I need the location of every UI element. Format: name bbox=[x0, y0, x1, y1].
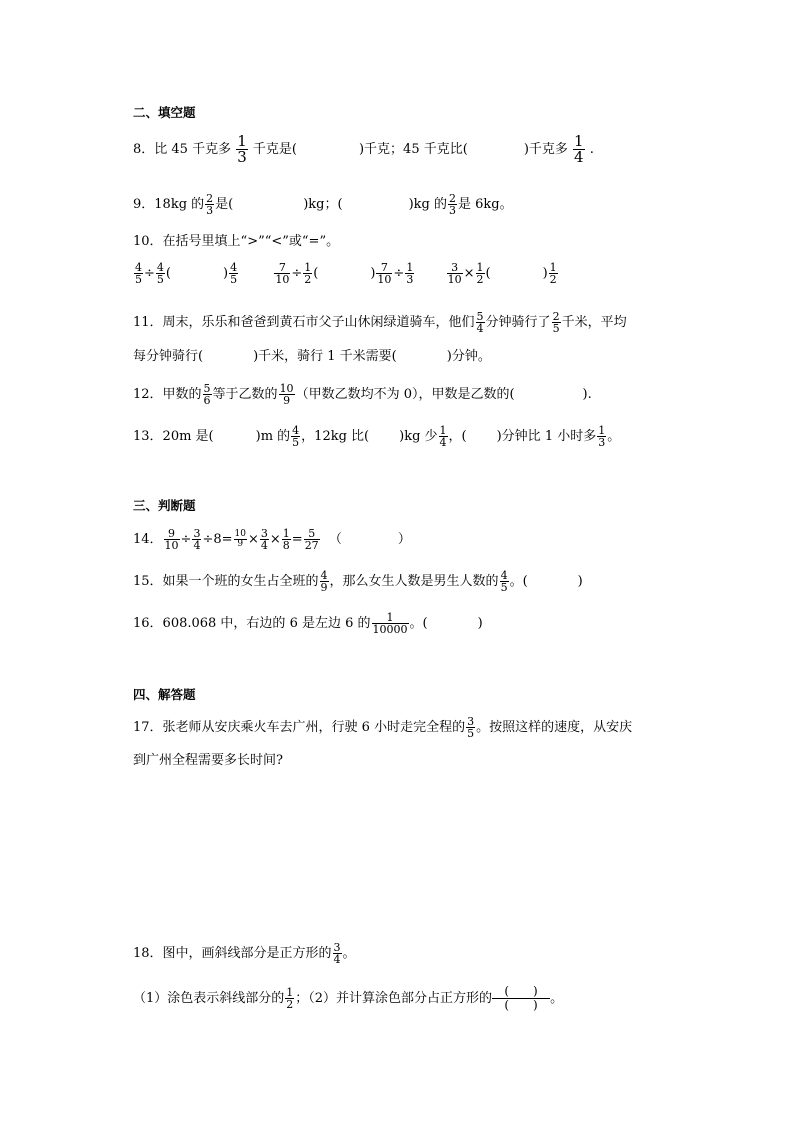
fraction: $\frac{1}{4}$ bbox=[439, 424, 447, 449]
question-17-line2: 到广州全程需要多长时间? bbox=[133, 753, 283, 768]
section-heading-judge: 三、判断题 bbox=[133, 498, 196, 513]
fraction: $\frac{4}{5}$ bbox=[292, 424, 300, 449]
answer-fraction-blank[interactable]: ( ) ( ) bbox=[492, 985, 550, 1012]
fraction: $\frac{2}{5}$ bbox=[552, 310, 560, 335]
question-16: 16．608.068 中，右边的 6 是左边 6 的 $\frac{1}{10000}$ 。( ) bbox=[133, 611, 483, 636]
fraction: $\frac{1}{3}$ bbox=[598, 424, 606, 449]
question-11: 11．周末，乐乐和爸爸到黄石市父子山休闲绿道骑车，他们 $\frac{5}{4}$ 分钟骑行了 $\frac{2}{5}$ 千米，平均 bbox=[133, 310, 627, 335]
question-17: 17．张老师从安庆乘火车去广州，行驶 6 小时走完全程的 $\frac{3}{5}$ 。按照这样的速度，从安庆 bbox=[133, 715, 633, 740]
expression-2: $\frac{7}{10}$ ÷ $\frac{1}{2}$ ( ) $\frac{7}{10}$ ÷ $\frac{1}{3}$ bbox=[275, 261, 414, 286]
fraction: $\frac{5}{4}$ bbox=[476, 310, 484, 335]
question-11-line2: 每分钟骑行( )千米，骑行 1 千米需要( )分钟。 bbox=[133, 349, 491, 364]
question-18: 18．图中，画斜线部分是正方形的 $\frac{3}{4}$ 。 bbox=[133, 941, 356, 966]
question-10-expressions bbox=[133, 262, 559, 285]
fraction: $\frac{1}{3}$ bbox=[237, 132, 247, 166]
fraction: $\frac{10}{9}$ bbox=[279, 382, 294, 407]
question-18-line2: （1）涂色表示斜线部分的 $\frac{1}{2}$ ；（2）并计算涂色部分占正方形的 ( ) ( ) 。 bbox=[133, 984, 564, 1013]
fraction: $\frac{2}{3}$ bbox=[206, 192, 214, 217]
question-9: 9．18kg 的 $\frac{2}{3}$ 是( )kg；( )kg 的 $\frac{2}{3}$ 是 6kg。 bbox=[133, 192, 513, 217]
section-heading-solve: 四、解答题 bbox=[133, 687, 196, 702]
fraction: $\frac{1}{4}$ bbox=[574, 132, 584, 166]
question-15: 15．如果一个班的女生占全班的 $\frac{4}{9}$ ，那么女生人数是男生人数的 $\frac{4}{5}$ 。( ) bbox=[133, 569, 583, 594]
question-8: 8．比 45 千克多 $\frac{1}{3}$ 千克是( )千克；45 千克比( )千克多 $\frac{1}{4}$ . bbox=[133, 132, 594, 166]
question-14: 14． $\frac{9}{10}$ ÷ $\frac{3}{4}$ ÷8= $\frac{10}{9}$ × $\frac{3}{4}$ × $\frac{1}{8}$ = $\frac{5}{27}$ （ ） bbox=[133, 527, 411, 552]
fraction: $\frac{5}{6}$ bbox=[203, 382, 211, 407]
question-12: 12．甲数的 $\frac{5}{6}$ 等于乙数的 $\frac{10}{9}$ （甲数乙数均不为 0），甲数是乙数的( ). bbox=[133, 382, 592, 407]
expression-1: $\frac{4}{5}$ ÷ $\frac{4}{5}$ ( ) $\frac{4}{5}$ bbox=[135, 261, 238, 286]
question-13: 13．20m 是( )m 的 $\frac{4}{5}$ ，12kg 比( )kg 少 $\frac{1}{4}$ ，( )分钟比 1 小时多 $\frac{1}{3}$ 。 bbox=[133, 424, 621, 449]
section-heading-fill: 二、填空题 bbox=[133, 105, 196, 120]
question-10: 10．在括号里填上“>”“<”或“=”。 bbox=[133, 234, 340, 249]
expression-3: $\frac{3}{10}$ × $\frac{1}{2}$ ( ) $\frac{1}{2}$ bbox=[447, 261, 557, 286]
fraction: $\frac{2}{3}$ bbox=[448, 192, 456, 217]
